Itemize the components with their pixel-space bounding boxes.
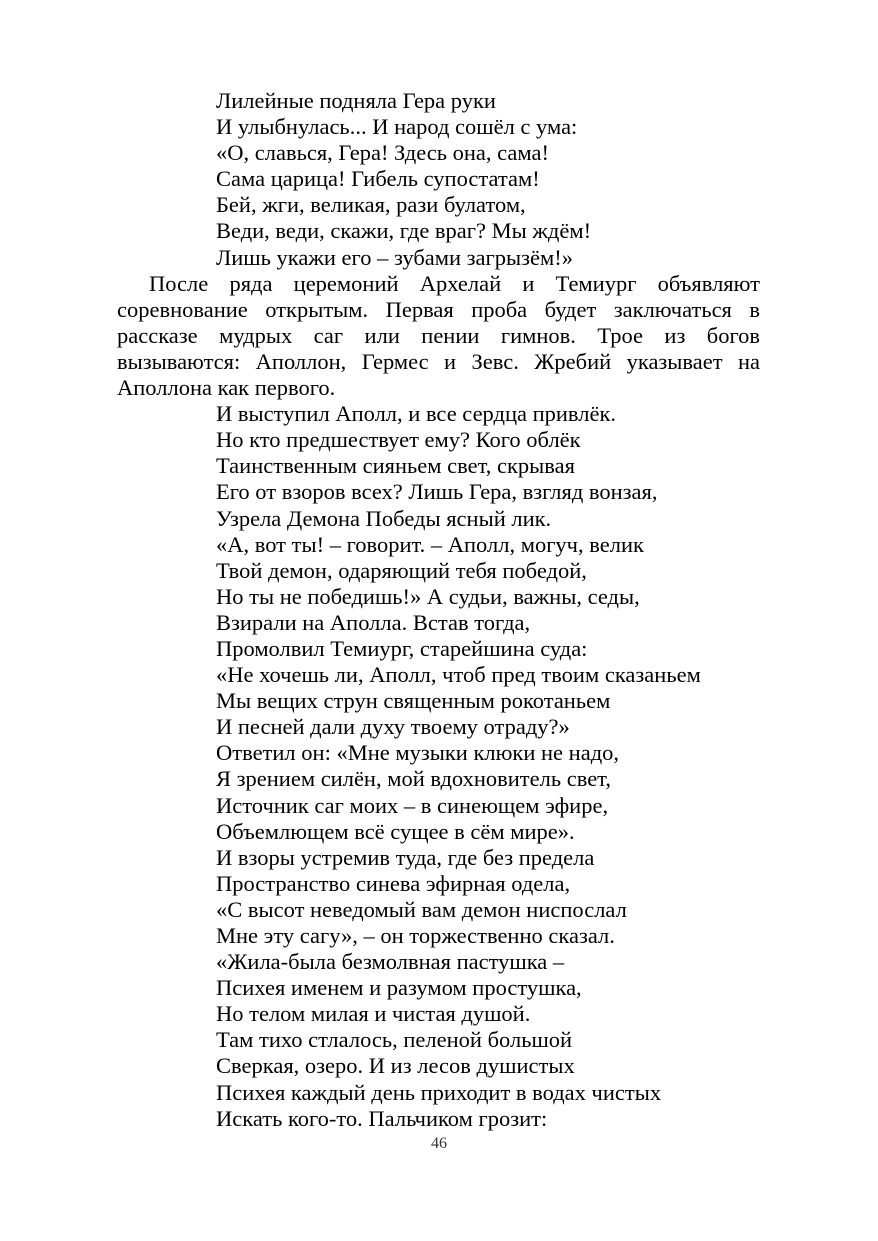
verse-line: Объемлющем всё сущее в сём мире». (216, 818, 575, 844)
verse-line: И выступил Аполл, и все сердца привлёк. (216, 401, 617, 427)
verse-line: Бей, жги, великая, рази булатом, (216, 192, 526, 218)
verse-line: Психея каждый день приходит в водах чистых (216, 1079, 662, 1105)
verse-line: Промолвил Темиург, старейшина суда: (216, 635, 588, 661)
text-block (117, 88, 760, 1132)
verse-line: «С высот неведомый вам демон ниспослал (216, 896, 627, 922)
page-number: 46 (431, 1135, 447, 1152)
verse-line: Твой демон, одаряющий тебя победой, (216, 557, 587, 583)
verse-line: Мне эту сагу», – он торжественно сказал. (216, 923, 615, 948)
verse-line: Сверкая, озеро. И из лесов душистых (216, 1053, 575, 1079)
verse-line: «А, вот ты! – говорит. – Аполл, могуч, велик (216, 531, 644, 557)
verse-line: Узрела Демона Победы ясный лик. (216, 505, 552, 531)
verse-line: Там тихо стлалось, пеленой большой (216, 1027, 573, 1053)
verse-line: «Не хочешь ли, Аполл, чтоб пред твоим сказаньем (216, 662, 701, 688)
poem-stanza-1 (117, 88, 760, 271)
verse-line: Взирали на Аполла. Встав тогда, (216, 609, 531, 635)
verse-line: И улыбнулась... И народ сошёл с ума: (216, 114, 578, 140)
poem-stanza-2 (117, 401, 760, 1132)
verse-line: Его от взоров всех? Лишь Гера, взгляд вонзая, (216, 479, 658, 505)
verse-line: И песней дали духу твоему отраду?» (216, 714, 570, 740)
verse-line: Пространство синева эфирная одела, (216, 870, 571, 896)
verse-line: Лишь укажи его – зубами загрызём!» (216, 244, 573, 270)
verse-line: «О, славься, Гера! Здесь она, сама! (216, 140, 549, 166)
verse-line: Искать кого-то. Пальчиком грозит: (216, 1105, 548, 1131)
verse-line: Ответил он: «Мне музыки клюки не надо, (216, 740, 620, 766)
verse-line: Веди, веди, скажи, где враг? Мы ждём! (216, 218, 592, 244)
verse-line: Источник саг моих – в синеющем эфире, (216, 792, 609, 818)
verse-line: Но кто предшествует ему? Кого облёк (216, 427, 581, 453)
verse-line: «Жила-была безмолвная пастушка – (216, 949, 565, 975)
verse-line: Лилейные подняла Гера руки (216, 88, 496, 113)
verse-line: Но ты не победишь!» А судьи, важны, седы, (216, 583, 640, 609)
verse-line: Сама царица! Гибель супостатам! (216, 166, 540, 192)
verse-line: Я зрением силён, мой вдохновитель свет, (216, 766, 611, 792)
verse-line: Мы вещих струн священным рокотаньем (216, 688, 611, 714)
prose-paragraph: После ряда церемоний Архелай и Темиург объявляют соревнование открытым. Первая проба будет заключаться в рассказе мудрых саг или пении гимнов. Трое из богов вызываются: Аполлон, Гермес и Зевс. Жребий указывает на Аполлона как первого. (117, 270, 760, 401)
verse-line: И взоры устремив туда, где без предела (216, 844, 595, 870)
verse-line: Психея именем и разумом простушка, (216, 975, 582, 1001)
verse-line: Таинственным сияньем свет, скрывая (216, 453, 575, 479)
verse-line: Но телом милая и чистая душой. (216, 1001, 531, 1027)
